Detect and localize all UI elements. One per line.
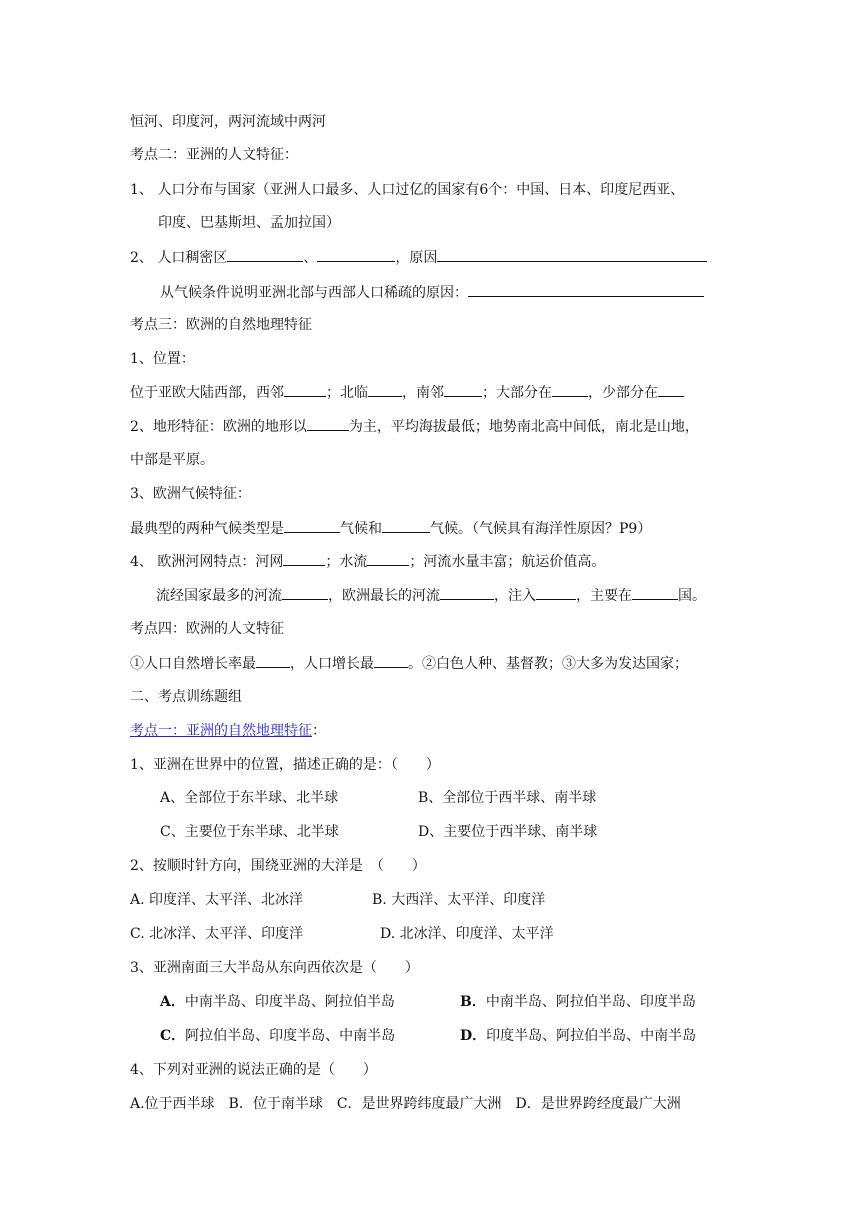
text-fragment: 流经国家最多的河流 <box>156 588 282 604</box>
text-fragment: 、 <box>303 250 318 266</box>
answer-blank[interactable] <box>284 518 340 533</box>
answer-blank[interactable] <box>367 551 409 566</box>
section-heading: 考点四：欧洲的人文特征 <box>130 621 284 637</box>
option-d[interactable]: D. 北冰洋、印度洋、太平洋 <box>380 926 554 942</box>
answer-blank[interactable] <box>437 247 707 262</box>
answer-blank[interactable] <box>284 382 326 397</box>
section-heading: 二、考点训练题组 <box>130 689 242 705</box>
text-fragment: 2、地形特征：欧洲的地形以 <box>130 419 307 435</box>
text-fragment: 国。 <box>678 588 706 604</box>
text-fragment: ；河流水量丰富；航运价值高。 <box>409 554 606 570</box>
answer-blank[interactable] <box>227 247 303 262</box>
text-line: 1、 人口分布与国家（亚洲人口最多、人口过亿的国家有6个：中国、日本、印度尼西亚、 <box>130 182 685 198</box>
option-c[interactable]: C、主要位于东半球、北半球 <box>160 824 339 840</box>
fill-in-line <box>130 382 684 402</box>
answer-blank[interactable] <box>317 247 395 262</box>
text-fragment: ；水流 <box>325 554 368 570</box>
option-c[interactable]: C. 北冰洋、太平洋、印度洋 <box>130 926 304 942</box>
text-line: 1、位置： <box>130 351 195 367</box>
text-fragment: 。②白色人种、基督教；③大多为发达国家； <box>408 656 688 672</box>
text-line: 恒河、印度河，两河流域中两河 <box>130 114 326 130</box>
section-link[interactable]: 考点一：亚洲的自然地理特征 <box>130 723 312 739</box>
option-d[interactable]: D、主要位于西半球、南半球 <box>418 824 598 840</box>
text-fragment: ，人口增长最 <box>290 656 374 672</box>
text-line: 3、欧洲气候特征： <box>130 486 251 502</box>
section-link-line <box>130 721 326 741</box>
fill-in-line <box>130 551 605 571</box>
text-fragment: 4、 欧洲河网特点：河网 <box>130 554 284 570</box>
answer-blank[interactable] <box>382 518 430 533</box>
answer-blank[interactable] <box>468 282 704 297</box>
fill-in-line <box>160 282 704 302</box>
answer-blank[interactable] <box>552 382 588 397</box>
option-c[interactable] <box>160 1026 395 1046</box>
text-line: 中部是平原。 <box>130 452 214 468</box>
option-text: 中南半岛、阿拉伯半岛、印度半岛 <box>485 994 696 1010</box>
fill-in-line <box>130 518 651 538</box>
option-b[interactable]: B. 大西洋、太平洋、印度洋 <box>372 892 546 908</box>
text-fragment: ；大部分在 <box>482 385 552 401</box>
option-b[interactable] <box>460 992 696 1012</box>
answer-blank[interactable] <box>307 416 349 431</box>
option-letter: A． <box>160 994 185 1010</box>
text-fragment: ，欧洲最长的河流 <box>328 588 440 604</box>
option-text: 中南半岛、印度半岛、阿拉伯半岛 <box>184 994 395 1010</box>
question-stem: 4、下列对亚洲的说法正确的是（ ） <box>130 1062 377 1078</box>
option-letter: B． <box>460 994 486 1010</box>
question-stem: 3、亚洲南面三大半岛从东向西依次是（ ） <box>130 960 419 976</box>
text-fragment: 位于亚欧大陆西部，西邻 <box>130 385 284 401</box>
option-text: 阿拉伯半岛、印度半岛、中南半岛 <box>185 1028 396 1044</box>
option-a[interactable] <box>160 992 395 1012</box>
text-fragment: 为主，平均海拔最低；地势南北高中间低，南北是山地， <box>348 419 699 435</box>
answer-blank[interactable] <box>283 551 325 566</box>
text-fragment: ： <box>312 723 326 739</box>
answer-blank[interactable] <box>536 585 576 600</box>
text-fragment: 气候和 <box>340 521 382 537</box>
option-row[interactable]: A.位于西半球 B．位于南半球 C．是世界跨纬度最广大洲 D．是世界跨经度最广大洲 <box>130 1096 681 1112</box>
option-letter: D． <box>460 1028 487 1044</box>
text-fragment: ，注入 <box>494 588 536 604</box>
answer-blank[interactable] <box>444 382 482 397</box>
question-stem: 2、按顺时针方向，围绕亚洲的大洋是 （ ） <box>130 858 426 874</box>
section-heading: 考点三：欧洲的自然地理特征 <box>130 317 312 333</box>
text-fragment: 从气候条件说明亚洲北部与西部人口稀疏的原因： <box>160 285 468 301</box>
text-fragment: ①人口自然增长率最 <box>130 656 256 672</box>
option-b[interactable]: B、全部位于西半球、南半球 <box>418 790 597 806</box>
option-d[interactable] <box>460 1026 696 1046</box>
question-stem: 1、亚洲在世界中的位置，描述正确的是：（ ） <box>130 757 440 773</box>
answer-blank[interactable] <box>658 382 684 397</box>
text-fragment: 2、 人口稠密区 <box>130 250 228 266</box>
answer-blank[interactable] <box>374 653 408 668</box>
option-text: 印度半岛、阿拉伯半岛、中南半岛 <box>486 1028 697 1044</box>
answer-blank[interactable] <box>282 585 328 600</box>
answer-blank[interactable] <box>368 382 402 397</box>
answer-blank[interactable] <box>632 585 678 600</box>
option-a[interactable]: A. 印度洋、太平洋、北冰洋 <box>130 892 304 908</box>
text-fragment: ，少部分在 <box>588 385 658 401</box>
text-fragment: ，原因 <box>395 250 438 266</box>
text-fragment: ；北临 <box>326 385 368 401</box>
section-heading: 考点二：亚洲的人文特征： <box>130 147 298 163</box>
text-fragment: ，南邻 <box>402 385 444 401</box>
text-line: 印度、巴基斯坦、孟加拉国） <box>158 215 340 231</box>
fill-in-line <box>130 247 707 267</box>
text-fragment: 气候。（气候具有海洋性原因？P9） <box>430 521 652 537</box>
fill-in-line <box>156 585 706 605</box>
text-fragment: ，主要在 <box>576 588 632 604</box>
fill-in-line <box>130 416 699 436</box>
option-a[interactable]: A、全部位于东半球、北半球 <box>160 790 339 806</box>
option-letter: C． <box>160 1028 186 1044</box>
answer-blank[interactable] <box>440 585 494 600</box>
text-fragment: 最典型的两种气候类型是 <box>130 521 284 537</box>
fill-in-line <box>130 653 688 673</box>
answer-blank[interactable] <box>256 653 290 668</box>
